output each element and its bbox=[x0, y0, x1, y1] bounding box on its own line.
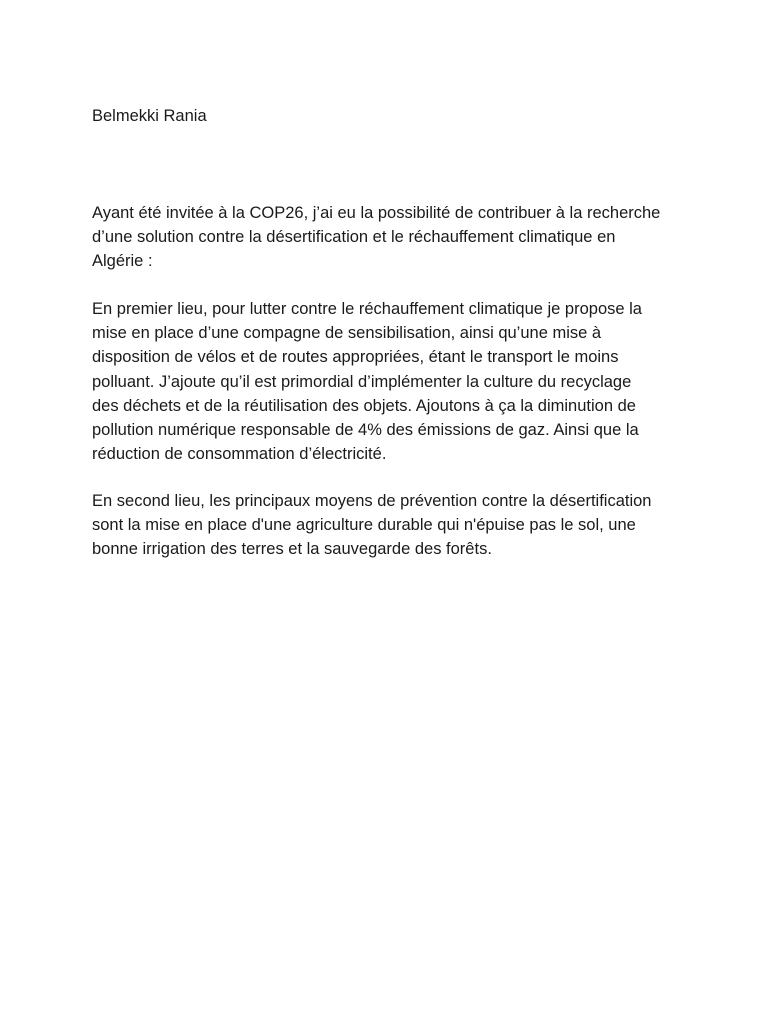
text-line: d’une solution contre la désertification et le réchauffement climatique en bbox=[92, 228, 616, 247]
paragraph-climate-warming bbox=[92, 297, 642, 466]
text-line: En second lieu, les principaux moyens de prévention contre la désertification bbox=[92, 492, 652, 510]
text-line: disposition de vélos et de routes appropriées, étant le transport le moins bbox=[92, 348, 619, 367]
text-line: Ayant été invitée à la COP26, j’ai eu la possibilité de contribuer à la recherche bbox=[92, 204, 661, 222]
paragraph-intro bbox=[92, 201, 660, 274]
text-line: des déchets et de la réutilisation des objets. Ajoutons à ça la diminution de bbox=[92, 396, 636, 415]
text-line: Algérie : bbox=[92, 252, 153, 271]
text-line: réduction de consommation d’électricité. bbox=[92, 445, 387, 464]
author-name: Belmekki Rania bbox=[92, 107, 207, 125]
text-line: bonne irrigation des terres et la sauvegarde des forêts. bbox=[92, 540, 492, 559]
paragraph-desertification bbox=[92, 489, 652, 562]
text-line: polluant. J’ajoute qu’il est primordial d’implémenter la culture du recyclage bbox=[92, 372, 632, 391]
text-line: pollution numérique responsable de 4% des émissions de gaz. Ainsi que la bbox=[92, 421, 639, 440]
text-line: En premier lieu, pour lutter contre le réchauffement climatique je propose la bbox=[92, 300, 642, 318]
text-line: sont la mise en place d'une agriculture durable qui n'épuise pas le sol, une bbox=[92, 516, 636, 535]
text-line: mise en place d’une compagne de sensibilisation, ainsi qu’une mise à bbox=[92, 324, 602, 343]
